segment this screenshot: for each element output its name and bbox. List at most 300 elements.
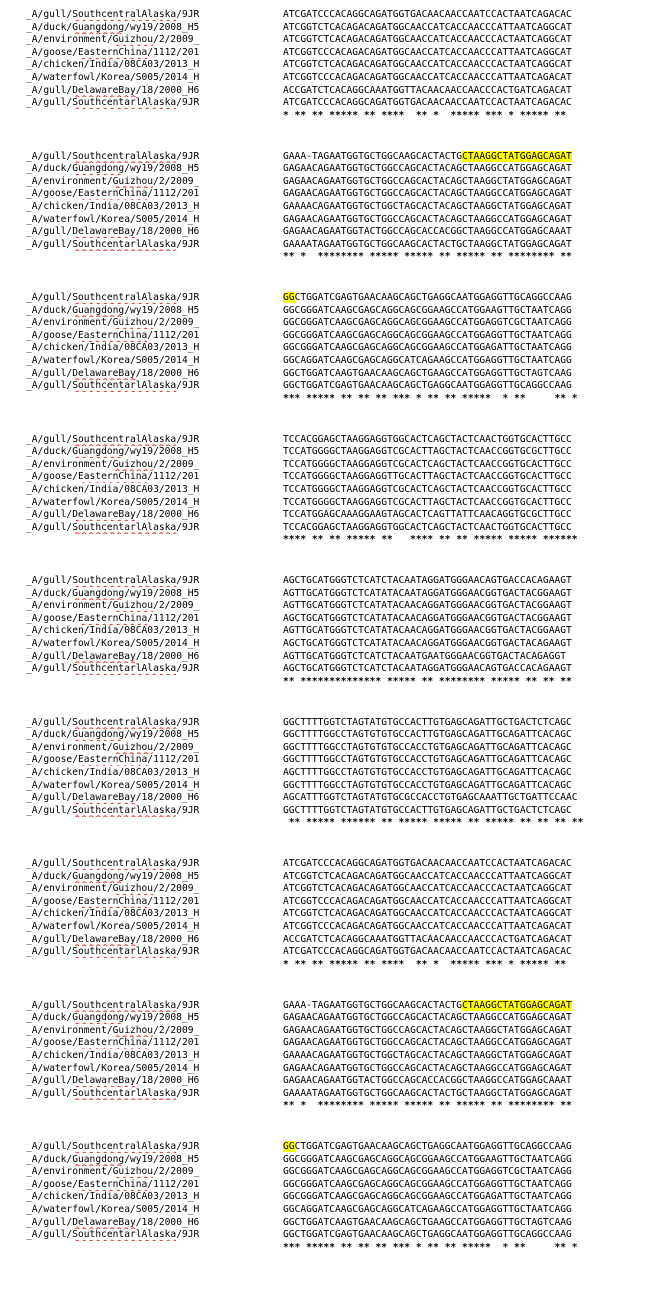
alignment-row: [0, 368, 668, 380]
strain-name: [26, 1229, 274, 1241]
name-fragment: _A/waterfowl/Korea/S005/2014_H: [26, 921, 200, 932]
strain-name: [26, 497, 274, 509]
sequence: [283, 330, 665, 342]
sequence-fragment: GAGAACAGAATGGTGCTGGCCAGCACTACAGCTAAGGCTATGGAGCAGAT: [283, 175, 572, 187]
sequence-fragment: GAAAACAGAATGGTGCTGGCTAGCACTACAGCTAAGGCTATGGAGCAGAT: [283, 1049, 572, 1061]
name-fragment: /wy19/2008_H5: [124, 870, 200, 882]
sequence: [283, 342, 665, 354]
name-fragment: _A/gull/: [26, 84, 73, 96]
strain-name: [26, 638, 274, 650]
strain-name: [26, 239, 274, 251]
alignment-row: [0, 1037, 668, 1049]
sequence: [283, 575, 665, 587]
misspelled-word: SouthcentralAlaska: [72, 292, 177, 303]
sequence: [283, 1191, 665, 1203]
strain-name: [26, 317, 274, 329]
sequence-fragment: TCCATGGAGCAAAGGAAGTAGCACTCAGTTATTCAACAGGTGCGCTTGCC: [283, 509, 572, 521]
name-fragment: _A/goose/: [26, 46, 78, 58]
alignment-row: [0, 1012, 668, 1024]
sequence-fragment: TCCACGGAGCTAAGGAGGTGGCACTCAGCTACTCAACTGGTGCACTTGCC: [283, 521, 572, 533]
sequence-fragment: CTGGATCGAGTGAACAAGCAGCTGAGGCAATGGAGGTTGCAGGCCAAG: [294, 292, 572, 303]
sequence-fragment: GAAA-TAGAATGGTGCTGGCAAGCACTACTG: [283, 999, 463, 1011]
name-fragment: /2/2009_: [153, 600, 200, 612]
name-fragment: _A/duck/: [26, 21, 73, 33]
strain-name: [26, 1012, 274, 1024]
alignment-row: [0, 330, 668, 342]
name-fragment: _A/gull/: [26, 1141, 73, 1152]
alignment-row: [0, 858, 668, 870]
misspelled-word: DelawareBay: [72, 84, 136, 96]
strain-name: [26, 330, 274, 342]
alignment-row: [0, 226, 668, 238]
strain-name: [26, 484, 274, 496]
consensus-row: [0, 1242, 668, 1254]
strain-name: [26, 651, 274, 663]
sequence: [283, 471, 665, 483]
sequence-fragment: AGCTGCATGGGTCTCATCTACAATAGGATGGGAACAGTGACCACAGAAGT: [283, 575, 572, 586]
misspelled-word: SouthcentarlAlaska: [72, 238, 177, 250]
strain-name: [26, 380, 274, 392]
strain-name: [26, 600, 274, 612]
strain-name: [26, 201, 274, 213]
sequence-fragment: ATCGGTCTCACAGACAGATGGCAACCATCACCAACCCACTAATCAGGCAT: [283, 908, 572, 920]
name-fragment: _A/environment/: [26, 317, 113, 329]
sequence: [283, 1154, 665, 1166]
misspelled-word: DelawareBay: [72, 1075, 136, 1087]
misspelled-word: Guizhou: [112, 1166, 154, 1178]
strain-name: [26, 663, 274, 675]
strain-name: [26, 22, 274, 34]
sequence: [283, 368, 665, 380]
strain-name: [26, 459, 274, 471]
misspelled-word: Guizhou: [112, 34, 154, 46]
sequence-fragment: GGCTGGATCAAGTGAACAAGCAGCTGAAGCCATGGAGGTTGCTAGTCAAG: [283, 1216, 572, 1228]
sequence: [283, 9, 665, 21]
strain-name: [26, 151, 274, 163]
alignment-row: [0, 575, 668, 587]
sequence-fragment: CTGGATCGAGTGAACAAGCAGCTGAGGCAATGGAGGTTGCAGGCCAAG: [294, 1141, 572, 1152]
alignment-row: [0, 471, 668, 483]
alignment-row: [0, 355, 668, 367]
misspelled-word: SouthcentralAlaska: [72, 1141, 177, 1152]
sequence-fragment: ATCGGTCCCACAGACAGATGGCAACCATCACCAACCCATTAATCAGGCAT: [283, 46, 572, 58]
sequence: [283, 588, 665, 600]
sequence: [283, 805, 665, 817]
sequence: [283, 380, 665, 392]
name-fragment: _A/gull/: [26, 663, 73, 675]
sequence-fragment: ATCGGTCTCACAGACAGATGGCAACCATCACCAACCCATTAATCAGGCAT: [283, 870, 572, 882]
alignment-row: [0, 1191, 668, 1203]
sequence-fragment: GAGAACAGAATGGTGCTGGCCAGCACTACAGCTAAGGCCATGGAGCAGAT: [283, 213, 572, 225]
misspelled-word: Guangdong: [72, 1153, 125, 1165]
strain-name: [26, 97, 274, 109]
sequence: [283, 305, 665, 317]
name-fragment: /1112/201: [147, 188, 200, 200]
name-fragment: _A/goose/: [26, 188, 78, 200]
alignment-row: [0, 588, 668, 600]
name-fragment: /9JR: [176, 716, 200, 728]
sequence: [283, 1166, 665, 1178]
alignment-block: [0, 1000, 668, 1115]
sequence: [283, 1217, 665, 1229]
strain-name: [26, 946, 274, 958]
sequence-fragment: GGCTTTTGGCCTAGTGTGTGCCACCTGTGAGCAGATTGCAGATTCACAGC: [283, 741, 572, 753]
sequence-fragment: GGCTTTTGGTCTAGTATGTGCCACTTGTGAGCAGATTGCTGACTCTCAGC: [283, 716, 572, 728]
sequence-fragment: AGCATTTGGTCTAGTATGTGCGCCACCTGTGAGCAAATTGCTGATTCCAAC: [283, 792, 578, 804]
alignment-row: [0, 1217, 668, 1229]
name-fragment: /18/2000_H6: [135, 84, 200, 96]
sequence: [283, 625, 665, 637]
name-fragment: /1112/201: [147, 895, 200, 907]
sequence: [283, 226, 665, 238]
name-fragment: _A/gull/: [26, 150, 73, 162]
alignment-row: [0, 934, 668, 946]
strain-name: [26, 908, 274, 920]
name-fragment: _A/waterfowl/Korea/S005/2014_H: [26, 355, 200, 366]
name-fragment: /wy19/2008_H5: [124, 1153, 200, 1165]
misspelled-word: Guizhou: [112, 175, 154, 187]
name-fragment: _A/chicken/India/08CA03/2013_H: [26, 766, 200, 778]
sequence-fragment: ATCGGTCTCACAGACAGATGGCAACCATCACCAACCCACTAATCAGGCAT: [283, 59, 572, 71]
name-fragment: _A/chicken/India/08CA03/2013_H: [26, 908, 200, 920]
consensus-line: *** ***** ** ** ** *** * ** ** ***** * ** ** *: [283, 1241, 578, 1253]
alignment-row: [0, 1075, 668, 1087]
strain-name: [26, 434, 274, 446]
misspelled-word: SouthcentralAlaska: [72, 150, 177, 162]
sequence-fragment: AGTTGCATGGGTCTCATCTACAATGAATGGGAACGGTGACTACAGAGGT: [283, 650, 567, 662]
sequence: [283, 1179, 665, 1191]
sequence-fragment: ATCGGTCTCACAGACAGATGGCAACCATCACCAACCCACTAATCAGGCAT: [283, 883, 572, 895]
name-fragment: /1112/201: [147, 612, 200, 624]
strain-name: [26, 1075, 274, 1087]
misspelled-word: EasternChina: [77, 188, 148, 200]
name-fragment: _A/environment/: [26, 600, 113, 612]
alignment-row: [0, 163, 668, 175]
sequence-fragment: AGTTGCATGGGTCTCATATACAACAGGATGGGAACGGTGACTACGGAAGT: [283, 600, 572, 612]
name-fragment: _A/environment/: [26, 1166, 113, 1178]
strain-name: [26, 729, 274, 741]
sequence-fragment: AGCTGCATGGGTCTCATCTACAATAGGATGGGAACAGTGACCACAGAAGT: [283, 663, 572, 675]
sequence: [283, 651, 665, 663]
strain-name: [26, 767, 274, 779]
alignment-row: [0, 59, 668, 71]
sequence-fragment: ATCGGTCTCACAGACAGATGGCAACCATCACCAACCCACTAATCAGGCAT: [283, 34, 572, 46]
sequence: [283, 292, 665, 304]
misspelled-word: SouthcentralAlaska: [72, 716, 177, 728]
consensus-row: [0, 676, 668, 688]
alignment-row: [0, 1179, 668, 1191]
alignment-row: [0, 434, 668, 446]
alignment-block: [0, 9, 668, 124]
alignment-row: [0, 805, 668, 817]
sequence-fragment: GAGAACAGAATGGTGCTGGCCAGCACTACAGCTAAGGCTATGGAGCAGAT: [283, 1024, 572, 1036]
sequence: [283, 767, 665, 779]
sequence-fragment: AGTTGCATGGGTCTCATATACAACAGGATGGGAACGGTGACTACGGAAGT: [283, 625, 572, 637]
sequence-fragment: GAGAACAGAATGGTGCTGGCCAGCACTACAGCTAAGGCCATGGAGCAGAT: [283, 1062, 572, 1074]
misspelled-word: EasternChina: [77, 329, 148, 341]
highlighted-sequence: CTAAGGCTATGGAGCAGAT: [462, 150, 572, 162]
strain-name: [26, 575, 274, 587]
strain-name: [26, 1088, 274, 1100]
sequence: [283, 780, 665, 792]
sequence-fragment: ATCGGTCCCACAGACAGATGGCAACCATCACCAACCCATTAATCAGACAT: [283, 72, 572, 83]
alignment-row: [0, 97, 668, 109]
alignment-row: [0, 600, 668, 612]
alignment-row: [0, 883, 668, 895]
name-fragment: _A/goose/: [26, 754, 78, 766]
name-fragment: _A/chicken/India/08CA03/2013_H: [26, 625, 200, 637]
name-fragment: /9JR: [176, 150, 200, 162]
misspelled-word: SouthcentralAlaska: [72, 433, 177, 445]
name-fragment: _A/waterfowl/Korea/S005/2014_H: [26, 779, 200, 791]
name-fragment: _A/duck/: [26, 163, 73, 175]
misspelled-word: DelawareBay: [72, 792, 136, 804]
name-fragment: _A/duck/: [26, 870, 73, 882]
consensus-row: [0, 393, 668, 405]
alignment-row: [0, 188, 668, 200]
sequence: [283, 1050, 665, 1062]
sequence: [283, 663, 665, 675]
misspelled-word: Guizhou: [112, 458, 154, 470]
sequence: [283, 1037, 665, 1049]
name-fragment: /9JR: [176, 858, 200, 869]
name-fragment: /9JR: [176, 946, 200, 958]
sequence-fragment: ACCGATCTCACAGGCAAATGGTTACAACAACCAACCCACTGATCAGACAT: [283, 933, 572, 945]
name-fragment: _A/waterfowl/Korea/S005/2014_H: [26, 72, 200, 83]
sequence-fragment: GAGAACAGAATGGTACTGGCCAGCACCACGGCTAAGGCCATGGAGCAAAT: [283, 1075, 572, 1087]
alignment-row: [0, 663, 668, 675]
name-fragment: _A/goose/: [26, 895, 78, 907]
misspelled-word: Guizhou: [112, 1024, 154, 1036]
sequence-fragment: AGTTGCATGGGTCTCATATACAATAGGATGGGAACGGTGACTACGGAAGT: [283, 587, 572, 599]
sequence: [283, 1141, 665, 1153]
name-fragment: _A/gull/: [26, 521, 73, 533]
name-fragment: /1112/201: [147, 329, 200, 341]
misspelled-word: Guangdong: [72, 870, 125, 882]
misspelled-word: SouthcentarlAlaska: [72, 97, 177, 109]
strain-name: [26, 1000, 274, 1012]
sequence-fragment: GGCTTTTGGCCTAGTGTGTGCCACCTGTGAGCAGATTGCAGATTCACAGC: [283, 754, 572, 766]
strain-name: [26, 896, 274, 908]
strain-name: [26, 509, 274, 521]
strain-name: [26, 342, 274, 354]
alignment-row: [0, 317, 668, 329]
name-fragment: _A/goose/: [26, 1037, 78, 1049]
name-fragment: _A/gull/: [26, 9, 73, 20]
consensus-row: [0, 959, 668, 971]
name-fragment: _A/gull/: [26, 1087, 73, 1099]
sequence: [283, 934, 665, 946]
strain-name: [26, 446, 274, 458]
name-fragment: _A/gull/: [26, 238, 73, 250]
strain-name: [26, 1025, 274, 1037]
alignment-row: [0, 1063, 668, 1075]
strain-name: [26, 871, 274, 883]
strain-name: [26, 625, 274, 637]
sequence-fragment: GAAAACAGAATGGTGCTGGCTAGCACTACAGCTAAGGCTATGGAGCAGAT: [283, 200, 572, 212]
sequence: [283, 188, 665, 200]
misspelled-word: Guangdong: [72, 21, 125, 33]
misspelled-word: DelawareBay: [72, 367, 136, 379]
name-fragment: _A/gull/: [26, 380, 73, 392]
name-fragment: /18/2000_H6: [135, 792, 200, 804]
strain-name: [26, 1217, 274, 1229]
name-fragment: /9JR: [176, 1087, 200, 1099]
alignment-row: [0, 1154, 668, 1166]
alignment-row: [0, 1088, 668, 1100]
strain-name: [26, 368, 274, 380]
name-fragment: _A/goose/: [26, 612, 78, 624]
alignment-block: [0, 1141, 668, 1256]
strain-name: [26, 883, 274, 895]
sequence: [283, 729, 665, 741]
misspelled-word: SouthcentarlAlaska: [72, 521, 177, 533]
sequence-fragment: ATCGATCCCACAGGCAGATGGTGACAACAACCAATCCACTAATCAGACAC: [283, 97, 572, 109]
sequence-fragment: GGCTGGATCGAGTGAACAAGCAGCTGAGGCAATGGAGGTTGCAGGCCAAG: [283, 380, 572, 392]
sequence: [283, 1025, 665, 1037]
sequence-fragment: GGCGGGATCAAGCGAGCAGGCAGCGGAAGCCATGGAAGTTGCTAATCAGG: [283, 304, 572, 316]
sequence-fragment: TCCATGGGGCTAAGGAGGTCGCACTTAGCTACTCAACCGGTGCGCTTGCC: [283, 446, 572, 458]
name-fragment: /2/2009_: [153, 1024, 200, 1036]
name-fragment: _A/waterfowl/Korea/S005/2014_H: [26, 638, 200, 649]
sequence-fragment: GGCTTTTGGTCTAGTATGTGCCACTTGTGAGCAGATTGCTGACTCTCAGC: [283, 804, 572, 816]
sequence: [283, 239, 665, 251]
name-fragment: _A/gull/: [26, 433, 73, 445]
name-fragment: _A/gull/: [26, 999, 73, 1011]
sequence-fragment: ATCGGTCCCACAGACAGATGGCAACCATCACCAACCCATTAATCAGGCAT: [283, 895, 572, 907]
alignment-row: [0, 484, 668, 496]
strain-name: [26, 1141, 274, 1153]
sequence: [283, 97, 665, 109]
sequence-fragment: GAAA-TAGAATGGTGCTGGCAAGCACTACTG: [283, 150, 463, 162]
misspelled-word: SouthcentarlAlaska: [72, 380, 177, 392]
sequence-fragment: GGCGGGATCAAGCGAGCAGGCAGCGGAAGCCATGGAAGTTGCTAATCAGG: [283, 1153, 572, 1165]
name-fragment: /18/2000_H6: [135, 367, 200, 379]
sequence: [283, 85, 665, 97]
name-fragment: /2/2009_: [153, 458, 200, 470]
sequence: [283, 858, 665, 870]
alignment-row: [0, 780, 668, 792]
name-fragment: /1112/201: [147, 1178, 200, 1190]
sequence-fragment: ATCGATCCCACAGGCAGATGGTGACAACAACCAATCCACTAATCAGACAC: [283, 946, 572, 958]
sequence: [283, 446, 665, 458]
name-fragment: /9JR: [176, 1229, 200, 1241]
name-fragment: _A/environment/: [26, 1024, 113, 1036]
name-fragment: _A/gull/: [26, 804, 73, 816]
name-fragment: _A/environment/: [26, 34, 113, 46]
alignment-row: [0, 896, 668, 908]
name-fragment: /2/2009_: [153, 1166, 200, 1178]
strain-name: [26, 355, 274, 367]
sequence: [283, 1012, 665, 1024]
strain-name: [26, 305, 274, 317]
name-fragment: _A/gull/: [26, 292, 73, 303]
strain-name: [26, 59, 274, 71]
alignment-row: [0, 72, 668, 84]
name-fragment: /1112/201: [147, 471, 200, 483]
sequence: [283, 883, 665, 895]
sequence-fragment: GAGAACAGAATGGTGCTGGCCAGCACTACAGCTAAGGCCATGGAGCAGAT: [283, 1012, 572, 1024]
name-fragment: _A/chicken/India/08CA03/2013_H: [26, 59, 200, 71]
sequence: [283, 1075, 665, 1087]
sequence: [283, 946, 665, 958]
sequence-fragment: AGCTGCATGGGTCTCATATACAACAGGATGGGAACGGTGACTACAGAAGT: [283, 638, 572, 649]
strain-name: [26, 588, 274, 600]
name-fragment: _A/waterfowl/Korea/S005/2014_H: [26, 496, 200, 508]
consensus-row: [0, 817, 668, 829]
sequence: [283, 317, 665, 329]
alignment-row: [0, 509, 668, 521]
sequence: [283, 600, 665, 612]
strain-name: [26, 9, 274, 21]
sequence: [283, 896, 665, 908]
consensus-line: ** ***** ****** ** ***** ***** ** ***** ** ** ** **: [283, 817, 584, 829]
sequence-fragment: AGCTTTTGGCCTAGTGTGTGCCACCTGTGAGCAGATTGCAGATTCACAGC: [283, 766, 572, 778]
alignment-row: [0, 34, 668, 46]
highlighted-sequence: CTAAGGCTATGGAGCAGAT: [462, 999, 572, 1011]
alignment-block: [0, 575, 668, 690]
name-fragment: /18/2000_H6: [135, 1216, 200, 1228]
name-fragment: /9JR: [176, 575, 200, 586]
alignment-row: [0, 908, 668, 920]
alignment-row: [0, 921, 668, 933]
consensus-row: [0, 110, 668, 122]
misspelled-word: Guangdong: [72, 304, 125, 316]
misspelled-word: DelawareBay: [72, 933, 136, 945]
alignment-row: [0, 522, 668, 534]
consensus-row: [0, 1100, 668, 1112]
strain-name: [26, 1154, 274, 1166]
name-fragment: /wy19/2008_H5: [124, 1012, 200, 1024]
name-fragment: /18/2000_H6: [135, 509, 200, 521]
sequence: [283, 459, 665, 471]
sequence-fragment: GAAAATAGAATGGTGCTGGCAAGCACTACTGCTAAGGCTATGGAGCAGAT: [283, 238, 572, 250]
alignment-row: [0, 651, 668, 663]
sequence: [283, 214, 665, 226]
sequence: [283, 176, 665, 188]
misspelled-word: EasternChina: [77, 895, 148, 907]
alignment-row: [0, 446, 668, 458]
misspelled-word: Guangdong: [72, 163, 125, 175]
misspelled-word: SouthcentarlAlaska: [72, 663, 177, 675]
sequence-fragment: GGCGGGATCAAGCGAGCAGGCAGCGGAAGCCATGGAGGTCGCTAATCAGG: [283, 1166, 572, 1178]
alignment-row: [0, 305, 668, 317]
sequence: [283, 742, 665, 754]
alignment-row: [0, 946, 668, 958]
name-fragment: /9JR: [176, 9, 200, 20]
name-fragment: _A/waterfowl/Korea/S005/2014_H: [26, 1062, 200, 1074]
name-fragment: _A/gull/: [26, 946, 73, 958]
highlighted-sequence: GG: [283, 1141, 295, 1152]
sequence-fragment: TCCATGGGGCTAAGGAGGTTGCACTTAGCTACTCAACCGGTGCACTTGCC: [283, 471, 572, 483]
consensus-line: * ** ** ***** ** **** ** * ***** *** * ***** **: [283, 958, 567, 970]
name-fragment: _A/duck/: [26, 1153, 73, 1165]
sequence: [283, 871, 665, 883]
sequence: [283, 72, 665, 84]
alignment-row: [0, 201, 668, 213]
sequence: [283, 151, 665, 163]
sequence-fragment: GGCGGGATCAAGCGAGCAGGCAGCGGAAGCCATGGAGGTTGCTAATCAGG: [283, 329, 572, 341]
name-fragment: _A/chicken/India/08CA03/2013_H: [26, 1049, 200, 1061]
alignment-row: [0, 613, 668, 625]
alignment-row: [0, 767, 668, 779]
name-fragment: _A/duck/: [26, 587, 73, 599]
strain-name: [26, 717, 274, 729]
sequence: [283, 59, 665, 71]
name-fragment: /2/2009_: [153, 34, 200, 46]
strain-name: [26, 85, 274, 97]
sequence-fragment: GGCAGGATCAAGCGAGCAGGCATCAGAAGCCATGGAGGTTGCTAATCAGG: [283, 1204, 572, 1215]
